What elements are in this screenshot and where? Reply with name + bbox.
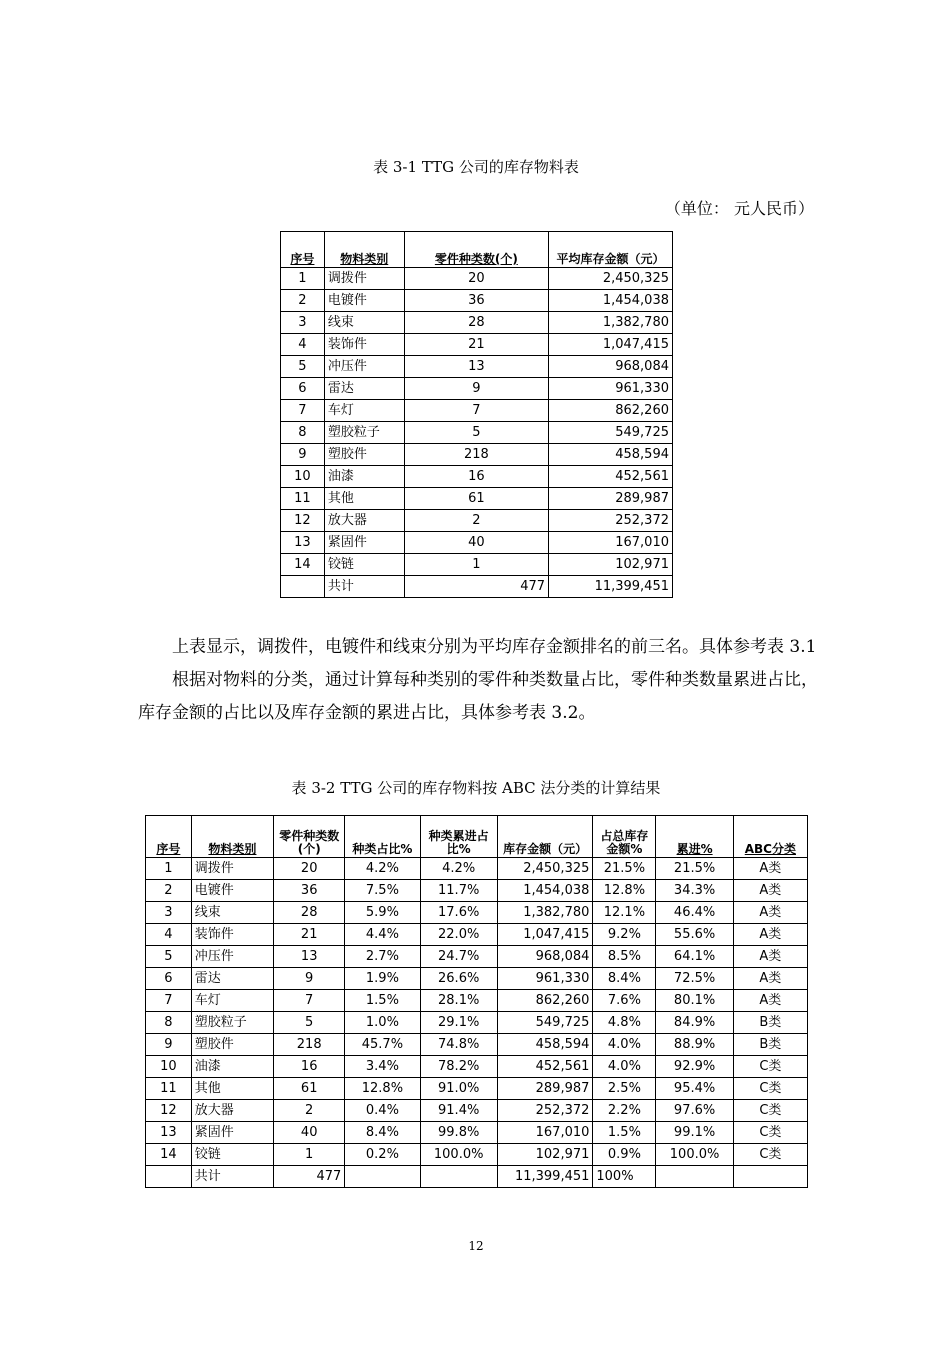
header-avg-amount: 平均库存金额（元） — [549, 232, 673, 268]
cell-total-amount: 11,399,451 — [497, 1166, 593, 1188]
cell-kinds: 21 — [274, 924, 345, 946]
header-kinds: 零件种类数(个) — [274, 816, 345, 858]
cell-kind-share: 0.4% — [345, 1100, 420, 1122]
table1-unit: （单位： 元人民币） — [664, 199, 814, 218]
cell-amount-share: 21.5% — [593, 858, 656, 880]
cell-cumulative: 92.9% — [656, 1056, 733, 1078]
cell-kind-cumulative: 91.4% — [420, 1100, 497, 1122]
cell-kinds: 13 — [274, 946, 345, 968]
cell-amount: 1,454,038 — [549, 290, 673, 312]
cell-kinds: 5 — [404, 422, 548, 444]
cell-total-label: 共计 — [324, 576, 404, 598]
cell-abc: B类 — [733, 1034, 807, 1056]
table-row — [281, 400, 673, 422]
table-row — [146, 1122, 808, 1144]
cell-abc: A类 — [733, 968, 807, 990]
cell-kind-share: 5.9% — [345, 902, 420, 924]
cell-amount-share: 4.0% — [593, 1034, 656, 1056]
cell-total-label: 共计 — [191, 1166, 273, 1188]
cell-total-amount: 11,399,451 — [549, 576, 673, 598]
cell-kind-share: 12.8% — [345, 1078, 420, 1100]
cell-empty — [733, 1166, 807, 1188]
cell-category: 紧固件 — [324, 532, 404, 554]
cell-amount: 458,594 — [497, 1034, 593, 1056]
table-row — [146, 968, 808, 990]
table-row — [146, 1034, 808, 1056]
cell-empty — [345, 1166, 420, 1188]
cell-no: 7 — [146, 990, 192, 1012]
table2-caption: 表 3-2 TTG 公司的库存物料按 ABC 法分类的计算结果 — [291, 779, 661, 797]
cell-cumulative: 21.5% — [656, 858, 733, 880]
cell-kinds: 36 — [274, 880, 345, 902]
cell-kind-share: 0.2% — [345, 1144, 420, 1166]
table-row — [281, 422, 673, 444]
table-row — [281, 510, 673, 532]
cell-kinds: 7 — [274, 990, 345, 1012]
cell-amount: 961,330 — [497, 968, 593, 990]
cell-kind-share: 7.5% — [345, 880, 420, 902]
cell-total-kinds: 477 — [404, 576, 548, 598]
cell-kinds: 5 — [274, 1012, 345, 1034]
cell-abc: C类 — [733, 1144, 807, 1166]
cell-kind-cumulative: 17.6% — [420, 902, 497, 924]
header-no: 序号 — [146, 816, 192, 858]
cell-kind-share: 4.2% — [345, 858, 420, 880]
cell-cumulative: 64.1% — [656, 946, 733, 968]
cell-amount: 102,971 — [497, 1144, 593, 1166]
cell-category: 车灯 — [191, 990, 273, 1012]
cell-cumulative: 95.4% — [656, 1078, 733, 1100]
cell-cumulative: 97.6% — [656, 1100, 733, 1122]
cell-abc: A类 — [733, 880, 807, 902]
paragraph-1: 上表显示，调拨件，电镀件和线束分别为平均库存金额排名的前三名。具体参考表 3.1 — [172, 637, 817, 657]
cell-total-share: 100% — [593, 1166, 656, 1188]
cell-no: 9 — [146, 1034, 192, 1056]
cell-no: 10 — [146, 1056, 192, 1078]
cell-cumulative: 84.9% — [656, 1012, 733, 1034]
table-row — [146, 1056, 808, 1078]
cell-no: 14 — [281, 554, 325, 576]
table-row — [281, 312, 673, 334]
cell-amount: 167,010 — [497, 1122, 593, 1144]
cell-cumulative: 46.4% — [656, 902, 733, 924]
cell-cumulative: 72.5% — [656, 968, 733, 990]
cell-kind-cumulative: 99.8% — [420, 1122, 497, 1144]
cell-no: 5 — [146, 946, 192, 968]
cell-no: 10 — [281, 466, 325, 488]
table1-header-row — [281, 232, 673, 268]
table-row — [281, 466, 673, 488]
cell-amount: 289,987 — [549, 488, 673, 510]
cell-category: 紧固件 — [191, 1122, 273, 1144]
cell-abc: A类 — [733, 858, 807, 880]
cell-no: 8 — [146, 1012, 192, 1034]
cell-amount: 968,084 — [549, 356, 673, 378]
table-row — [146, 902, 808, 924]
cell-cumulative: 80.1% — [656, 990, 733, 1012]
cell-no: 2 — [281, 290, 325, 312]
cell-category: 油漆 — [324, 466, 404, 488]
table-total-row — [281, 576, 673, 598]
cell-kind-share: 1.0% — [345, 1012, 420, 1034]
cell-no: 1 — [281, 268, 325, 290]
cell-no — [146, 1166, 192, 1188]
cell-category: 雷达 — [191, 968, 273, 990]
cell-no: 13 — [146, 1122, 192, 1144]
cell-category: 装饰件 — [191, 924, 273, 946]
cell-amount: 252,372 — [497, 1100, 593, 1122]
cell-kind-share: 8.4% — [345, 1122, 420, 1144]
cell-no: 12 — [146, 1100, 192, 1122]
cell-amount: 1,382,780 — [549, 312, 673, 334]
cell-amount: 1,454,038 — [497, 880, 593, 902]
cell-category: 线束 — [191, 902, 273, 924]
cell-amount: 862,260 — [549, 400, 673, 422]
table-row — [146, 858, 808, 880]
cell-kind-share: 4.4% — [345, 924, 420, 946]
cell-no: 14 — [146, 1144, 192, 1166]
cell-total-kinds: 477 — [274, 1166, 345, 1188]
cell-category: 塑胶件 — [324, 444, 404, 466]
cell-category: 线束 — [324, 312, 404, 334]
cell-no: 11 — [146, 1078, 192, 1100]
cell-amount: 452,561 — [549, 466, 673, 488]
cell-kinds: 218 — [404, 444, 548, 466]
cell-abc: A类 — [733, 990, 807, 1012]
cell-amount: 1,047,415 — [497, 924, 593, 946]
cell-category: 铰链 — [324, 554, 404, 576]
cell-amount: 549,725 — [549, 422, 673, 444]
inventory-table — [280, 231, 673, 598]
cell-kind-cumulative: 74.8% — [420, 1034, 497, 1056]
cell-kinds: 9 — [404, 378, 548, 400]
cell-kinds: 36 — [404, 290, 548, 312]
cell-kinds: 21 — [404, 334, 548, 356]
cell-kind-cumulative: 26.6% — [420, 968, 497, 990]
table-row — [281, 378, 673, 400]
cell-no: 11 — [281, 488, 325, 510]
cell-kinds: 20 — [404, 268, 548, 290]
header-cumulative: 累进% — [656, 816, 733, 858]
cell-abc: C类 — [733, 1100, 807, 1122]
abc-table — [145, 815, 808, 1188]
cell-category: 铰链 — [191, 1144, 273, 1166]
cell-no — [281, 576, 325, 598]
cell-no: 2 — [146, 880, 192, 902]
cell-kind-share: 2.7% — [345, 946, 420, 968]
cell-category: 车灯 — [324, 400, 404, 422]
header-kind-cumulative: 种类累进占比% — [420, 816, 497, 858]
cell-amount: 2,450,325 — [497, 858, 593, 880]
table2-header-row — [146, 816, 808, 858]
cell-kinds: 13 — [404, 356, 548, 378]
cell-kind-cumulative: 11.7% — [420, 880, 497, 902]
cell-kind-share: 45.7% — [345, 1034, 420, 1056]
cell-kinds: 20 — [274, 858, 345, 880]
cell-amount-share: 1.5% — [593, 1122, 656, 1144]
cell-amount: 1,382,780 — [497, 902, 593, 924]
page-number: 12 — [468, 1239, 484, 1253]
cell-no: 1 — [146, 858, 192, 880]
cell-abc: C类 — [733, 1122, 807, 1144]
cell-category: 塑胶件 — [191, 1034, 273, 1056]
cell-category: 装饰件 — [324, 334, 404, 356]
cell-category: 塑胶粒子 — [324, 422, 404, 444]
cell-amount-share: 0.9% — [593, 1144, 656, 1166]
table-row — [146, 1144, 808, 1166]
cell-amount: 102,971 — [549, 554, 673, 576]
cell-empty — [420, 1166, 497, 1188]
table-row — [281, 356, 673, 378]
cell-no: 3 — [281, 312, 325, 334]
paragraph-2: 根据对物料的分类，通过计算每种类别的零件种类数量占比，零件种类数量累进占比，库存金额的占比以及库存金额的累进占比，具体参考表 3.2。 — [138, 670, 818, 723]
cell-no: 4 — [281, 334, 325, 356]
cell-kinds: 61 — [274, 1078, 345, 1100]
cell-abc: B类 — [733, 1012, 807, 1034]
cell-no: 8 — [281, 422, 325, 444]
cell-kind-cumulative: 22.0% — [420, 924, 497, 946]
cell-category: 放大器 — [324, 510, 404, 532]
cell-amount-share: 7.6% — [593, 990, 656, 1012]
cell-amount: 862,260 — [497, 990, 593, 1012]
table-row — [146, 1012, 808, 1034]
table-row — [146, 1100, 808, 1122]
header-abc: ABC分类 — [733, 816, 807, 858]
cell-abc: A类 — [733, 924, 807, 946]
cell-amount-share: 12.8% — [593, 880, 656, 902]
cell-amount: 452,561 — [497, 1056, 593, 1078]
cell-kind-cumulative: 100.0% — [420, 1144, 497, 1166]
cell-amount: 167,010 — [549, 532, 673, 554]
cell-kind-cumulative: 91.0% — [420, 1078, 497, 1100]
table-row — [146, 990, 808, 1012]
cell-kind-cumulative: 29.1% — [420, 1012, 497, 1034]
cell-kinds: 218 — [274, 1034, 345, 1056]
cell-no: 5 — [281, 356, 325, 378]
table-row — [281, 554, 673, 576]
cell-kind-share: 3.4% — [345, 1056, 420, 1078]
cell-abc: A类 — [733, 946, 807, 968]
cell-amount: 289,987 — [497, 1078, 593, 1100]
cell-amount-share: 8.4% — [593, 968, 656, 990]
cell-kind-cumulative: 24.7% — [420, 946, 497, 968]
cell-amount-share: 2.5% — [593, 1078, 656, 1100]
table1-caption: 表 3-1 TTG 公司的库存物料表 — [373, 158, 579, 176]
body-text — [138, 631, 818, 730]
cell-kind-share: 1.9% — [345, 968, 420, 990]
header-kind-share: 种类占比% — [345, 816, 420, 858]
cell-no: 12 — [281, 510, 325, 532]
cell-no: 3 — [146, 902, 192, 924]
cell-kinds: 2 — [404, 510, 548, 532]
cell-kinds: 1 — [274, 1144, 345, 1166]
table-row — [281, 488, 673, 510]
cell-category: 调拨件 — [191, 858, 273, 880]
cell-no: 6 — [281, 378, 325, 400]
cell-amount: 252,372 — [549, 510, 673, 532]
cell-kinds: 28 — [404, 312, 548, 334]
cell-cumulative: 100.0% — [656, 1144, 733, 1166]
cell-kinds: 1 — [404, 554, 548, 576]
cell-no: 6 — [146, 968, 192, 990]
header-no: 序号 — [281, 232, 325, 268]
cell-no: 9 — [281, 444, 325, 466]
cell-kinds: 28 — [274, 902, 345, 924]
cell-kinds: 2 — [274, 1100, 345, 1122]
cell-category: 调拨件 — [324, 268, 404, 290]
cell-kinds: 9 — [274, 968, 345, 990]
table-row — [281, 334, 673, 356]
cell-kinds: 16 — [274, 1056, 345, 1078]
table-row — [281, 532, 673, 554]
table-row — [281, 290, 673, 312]
cell-no: 4 — [146, 924, 192, 946]
table-total-row — [146, 1166, 808, 1188]
cell-amount-share: 9.2% — [593, 924, 656, 946]
header-category: 物料类别 — [324, 232, 404, 268]
cell-amount: 549,725 — [497, 1012, 593, 1034]
cell-category: 冲压件 — [324, 356, 404, 378]
cell-abc: C类 — [733, 1078, 807, 1100]
cell-amount-share: 8.5% — [593, 946, 656, 968]
cell-amount: 458,594 — [549, 444, 673, 466]
header-category: 物料类别 — [191, 816, 273, 858]
cell-kinds: 7 — [404, 400, 548, 422]
header-amount-share: 占总库存金额% — [593, 816, 656, 858]
table-row — [146, 1078, 808, 1100]
cell-category: 冲压件 — [191, 946, 273, 968]
table-row — [281, 268, 673, 290]
table-row — [281, 444, 673, 466]
cell-cumulative: 55.6% — [656, 924, 733, 946]
cell-category: 电镀件 — [324, 290, 404, 312]
cell-amount-share: 12.1% — [593, 902, 656, 924]
cell-amount: 2,450,325 — [549, 268, 673, 290]
cell-kinds: 61 — [404, 488, 548, 510]
cell-category: 塑胶粒子 — [191, 1012, 273, 1034]
cell-kinds: 40 — [404, 532, 548, 554]
cell-amount: 1,047,415 — [549, 334, 673, 356]
cell-kinds: 16 — [404, 466, 548, 488]
cell-category: 其他 — [191, 1078, 273, 1100]
cell-category: 其他 — [324, 488, 404, 510]
table-row — [146, 880, 808, 902]
cell-abc: A类 — [733, 902, 807, 924]
header-amount: 库存金额（元） — [497, 816, 593, 858]
cell-amount: 968,084 — [497, 946, 593, 968]
cell-amount: 961,330 — [549, 378, 673, 400]
cell-kind-share: 1.5% — [345, 990, 420, 1012]
cell-cumulative: 99.1% — [656, 1122, 733, 1144]
cell-amount-share: 4.0% — [593, 1056, 656, 1078]
cell-amount-share: 2.2% — [593, 1100, 656, 1122]
cell-cumulative: 34.3% — [656, 880, 733, 902]
table-row — [146, 946, 808, 968]
cell-cumulative: 88.9% — [656, 1034, 733, 1056]
cell-category: 放大器 — [191, 1100, 273, 1122]
cell-no: 7 — [281, 400, 325, 422]
cell-empty — [656, 1166, 733, 1188]
cell-kind-cumulative: 78.2% — [420, 1056, 497, 1078]
cell-kinds: 40 — [274, 1122, 345, 1144]
cell-kind-cumulative: 4.2% — [420, 858, 497, 880]
header-kinds: 零件种类数(个) — [404, 232, 548, 268]
cell-amount-share: 4.8% — [593, 1012, 656, 1034]
table-row — [146, 924, 808, 946]
cell-no: 13 — [281, 532, 325, 554]
cell-category: 油漆 — [191, 1056, 273, 1078]
cell-abc: C类 — [733, 1056, 807, 1078]
cell-kind-cumulative: 28.1% — [420, 990, 497, 1012]
cell-category: 电镀件 — [191, 880, 273, 902]
cell-category: 雷达 — [324, 378, 404, 400]
